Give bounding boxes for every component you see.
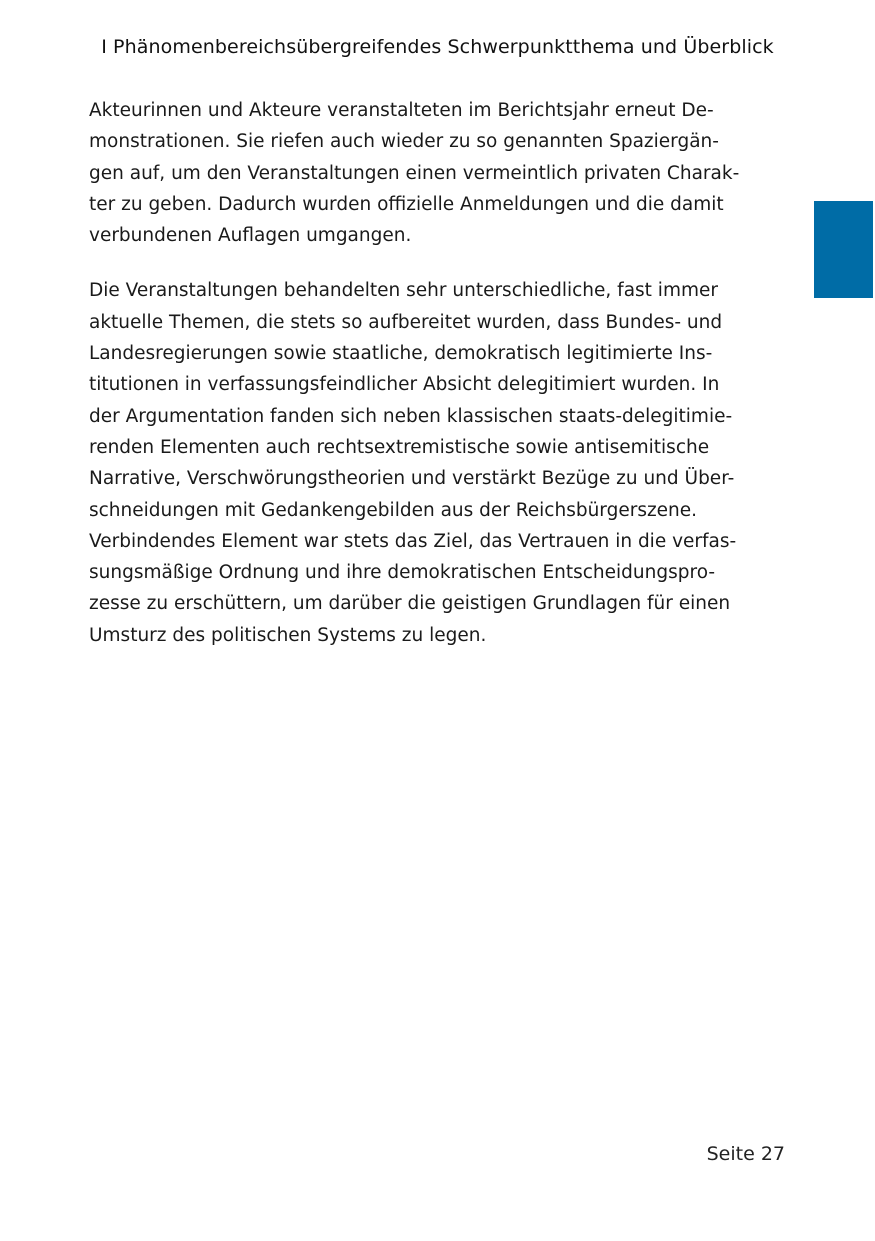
- chapter-tab-marker: [814, 201, 873, 298]
- page-number: Seite 27: [706, 1143, 785, 1165]
- running-header: I Phänomenbereichsübergreifendes Schwerpunktthema und Überblick: [101, 36, 774, 58]
- paragraph-1: Akteurinnen und Akteure veranstalteten im Berichtsjahr erneut De- monstrationen. Sie riefen auch wieder zu so genannten Spaziergän- gen auf, um den Veranstaltungen einen vermeintlich privaten Charak- ter zu geben. Dadurch wurden offizielle Anmeldungen und die damit verbundenen Auflagen umgangen.: [89, 100, 740, 247]
- paragraph-2: Die Veranstaltungen behandelten sehr unterschiedliche, fast immer aktuelle Themen, die stets so aufbereitet wurden, dass Bundes- und Landesregierungen sowie staatliche, demokratisch legitimierte Ins- titutionen in verfassungsfeindlicher Absicht delegitimiert wurden. In der Argumentation fanden sich neben klassischen staats-delegitimie- renden Elementen auch rechtsextremistische sowie antisemitische Narrative, Verschwörungstheorien und verstärkt Bezüge zu und Über- schneidungen mit Gedankengebilden aus der Reichsbürgerszene. Verbindendes Element war stets das Ziel, das Vertrauen in die verfas- sungsmäßige Ordnung und ihre demokratischen Entscheidungspro- zesse zu erschüttern, um darüber die geistigen Grundlagen für einen Umsturz des politischen Systems zu legen.: [89, 280, 737, 646]
- body-text: [89, 95, 757, 675]
